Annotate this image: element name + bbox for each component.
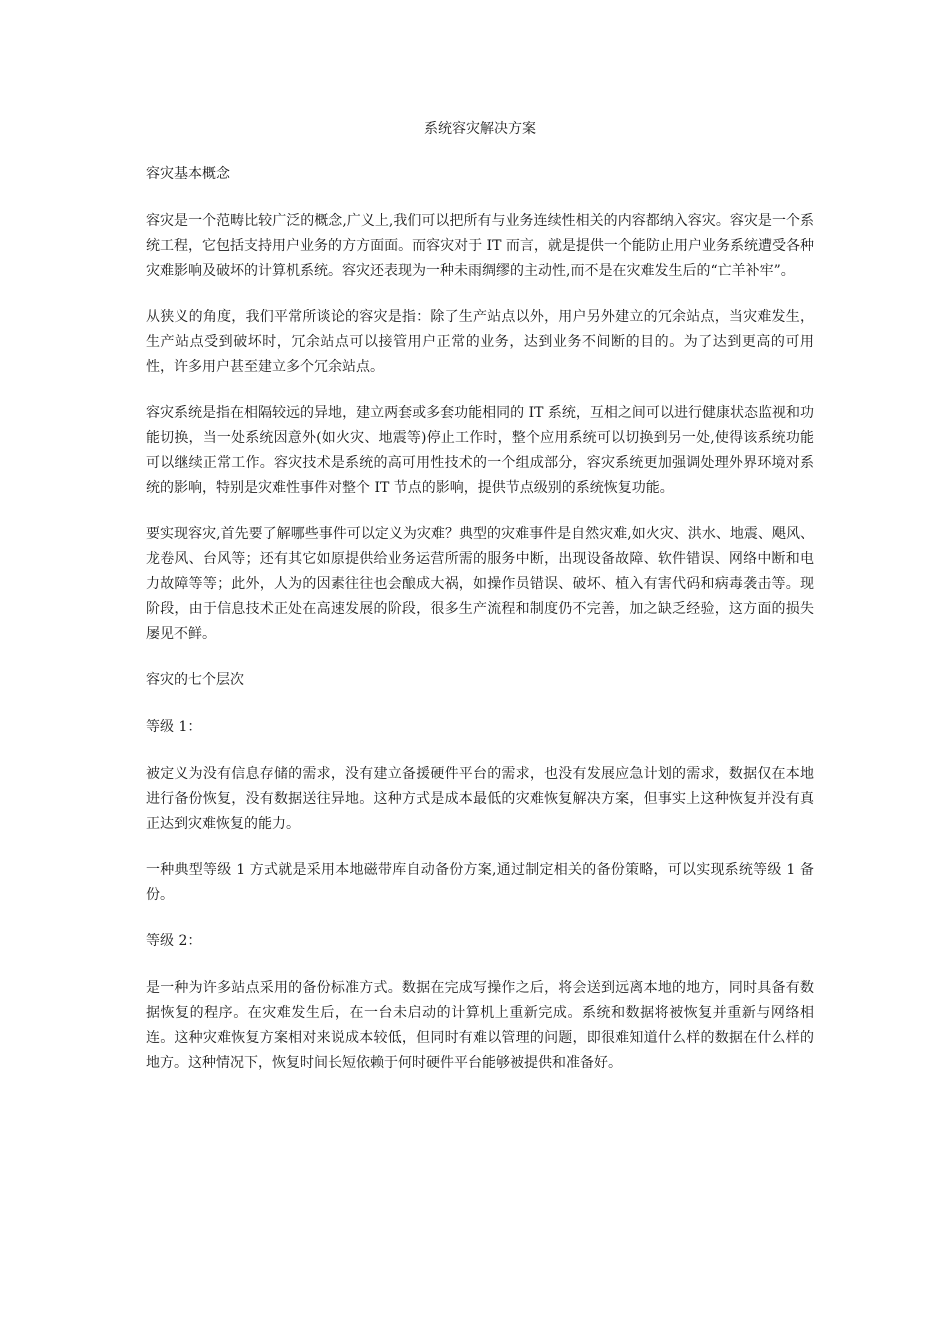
paragraph-2: 从狭义的角度，我们平常所谈论的容灾是指：除了生产站点以外，用户另外建立的冗余站点，当灾难发生，生产站点受到破坏时，冗余站点可以接管用户正常的业务，达到业务不间断的目的。为了达到更高的可用性，许多用户甚至建立多个冗余站点。 [146,309,814,375]
paragraph-6: 一种典型等级 1 方式就是采用本地磁带库自动备份方案,通过制定相关的备份策略，可以实现系统等级 1 备份。 [146,862,814,903]
level-2-heading: 等级 2： [146,933,202,949]
paragraph-1: 容灾是一个范畴比较广泛的概念,广义上,我们可以把所有与业务连续性相关的内容都纳入容灾。容灾是一个系统工程，它包括支持用户业务的方方面面。而容灾对于 IT 而言，就是提供一个能防止用户业务系统遭受各种灾难影响及破坏的计算机系统。容灾还表现为一种未雨绸缪的主动性,而不是在灾难发生后的“亡羊补牢”。 [146,213,814,279]
paragraph-3: 容灾系统是指在相隔较远的异地，建立两套或多套功能相同的 IT 系统，互相之间可以进行健康状态监视和功能切换，当一处系统因意外(如火灾、地震等)停止工作时，整个应用系统可以切换到另一处,使得该系统功能可以继续正常工作。容灾技术是系统的高可用性技术的一个组成部分，容灾系统更加强调处理外界环境对系统的影响，特别是灾难性事件对整个 IT 节点的影响，提供节点级别的系统恢复功能。 [146,405,814,496]
section-heading-basic-concepts: 容灾基本概念 [146,166,230,182]
paragraph-5: 被定义为没有信息存储的需求，没有建立备援硬件平台的需求，也没有发展应急计划的需求，数据仅在本地进行备份恢复，没有数据送往异地。这种方式是成本最低的灾难恢复解决方案，但事实上这种恢复并没有真正达到灾难恢复的能力。 [146,766,814,832]
document-body [146,117,814,1097]
document-title: 系统容灾解决方案 [424,121,536,137]
paragraph-7: 是一种为许多站点采用的备份标准方式。数据在完成写操作之后，将会送到远离本地的地方，同时具备有数据恢复的程序。在灾难发生后，在一台未启动的计算机上重新完成。系统和数据将被恢复并重新与网络相连。这种灾难恢复方案相对来说成本较低，但同时有难以管理的问题，即很难知道什么样的数据在什么样的地方。这种情况下，恢复时间长短依赖于何时硬件平台能够被提供和准备好。 [146,980,814,1071]
paragraph-4: 要实现容灾,首先要了解哪些事件可以定义为灾难？典型的灾难事件是自然灾难,如火灾、洪水、地震、飓风、龙卷风、台风等；还有其它如原提供给业务运营所需的服务中断，出现设备故障、软件错误、网络中断和电力故障等等；此外，人为的因素往往也会酿成大祸，如操作员错误、破坏、植入有害代码和病毒袭击等。现阶段，由于信息技术正处在高速发展的阶段，很多生产流程和制度仍不完善，加之缺乏经验，这方面的损失屡见不鲜。 [146,526,814,642]
level-1-heading: 等级 1： [146,719,202,735]
section-heading-seven-levels: 容灾的七个层次 [146,672,244,688]
